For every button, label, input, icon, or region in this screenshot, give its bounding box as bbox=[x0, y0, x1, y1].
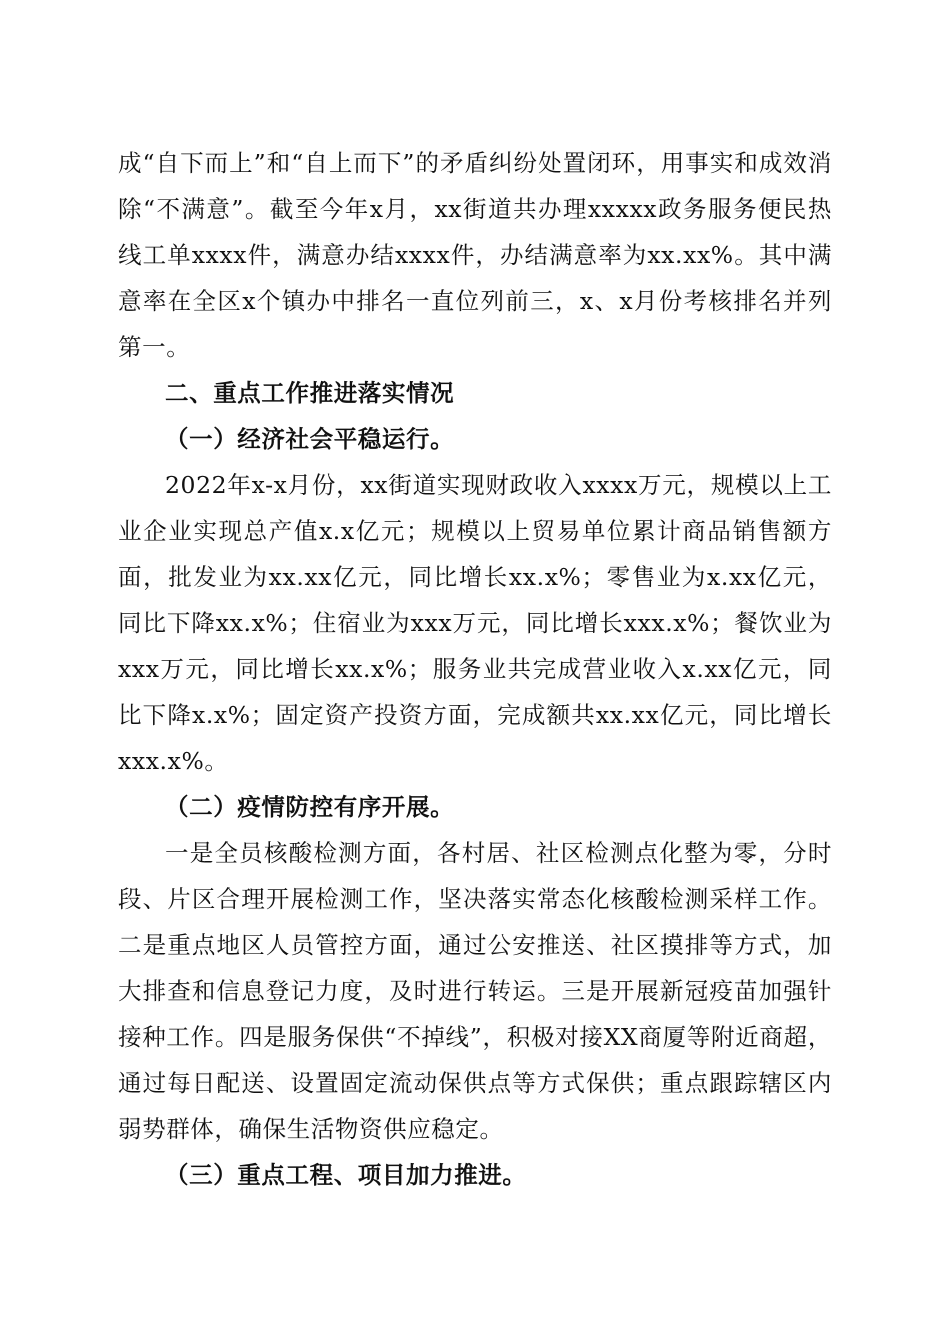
subsection-heading-2: （二）疫情防控有序开展。 bbox=[165, 793, 455, 821]
paragraph-economy: 2022年x-x月份，xx街道实现财政收入xxxx万元，规模以上工业企业实现总产值x.x亿元；规模以上贸易单位累计商品销售额方面，批发业为xx.xx亿元，同比增长xx.x%；零售业为x.xx亿元，同比下降xx.x%；住宿业为xxx万元，同比增长xxx.x%；餐饮业为xxx万元，同比增长xx.x%；服务业共完成营业收入x.xx亿元，同比下降x.x%；固定资产投资方面，完成额共xx.xx亿元，同比增长xxx.x%。 bbox=[118, 471, 832, 775]
paragraph-epidemic: 一是全员核酸检测方面，各村居、社区检测点化整为零，分时段、片区合理开展检测工作，坚决落实常态化核酸检测采样工作。二是重点地区人员管控方面，通过公安推送、社区摸排等方式，加大排查和信息登记力度，及时进行转运。三是开展新冠疫苗加强针接种工作。四是服务保供“不掉线”，积极对接XX商厦等附近商超，通过每日配送、设置固定流动保供点等方式保供；重点跟踪辖区内弱势群体，确保生活物资供应稳定。 bbox=[118, 839, 832, 1143]
paragraph-continuation: 成“自下而上”和“自上而下”的矛盾纠纷处置闭环，用事实和成效消除“不满意”。截至今年x月，xx街道共办理xxxxx政务服务便民热线工单xxxx件，满意办结xxxx件，办结满意率为xx.xx%。其中满意率在全区x个镇办中排名一直位列前三，x、x月份考核排名并列第一。 bbox=[118, 149, 832, 361]
subsection-heading-1: （一）经济社会平稳运行。 bbox=[165, 425, 455, 453]
subsection-heading-3: （三）重点工程、项目加力推进。 bbox=[165, 1161, 527, 1189]
section-heading-2: 二、重点工作推进落实情况 bbox=[165, 379, 455, 407]
document-body bbox=[118, 140, 832, 1198]
